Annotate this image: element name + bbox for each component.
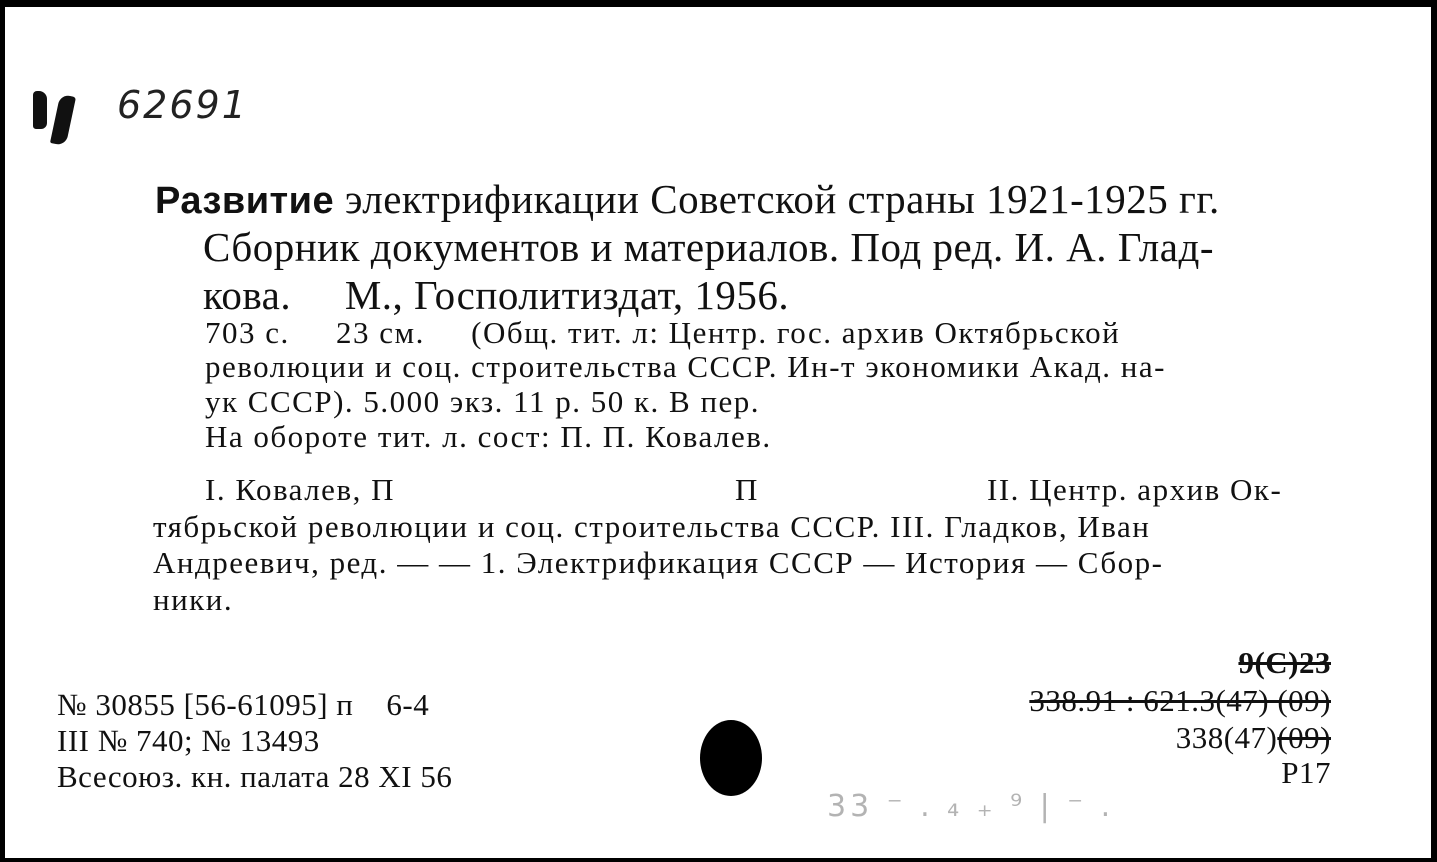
title-rest: электрификации Советской страны 1921-1925 гг. <box>334 176 1220 222</box>
classification-crossed-2: 338.91 : 621.3(47) (09) <box>1029 683 1331 718</box>
description-line-1: 703 с. 23 см. (Общ. тит. л: Центр. гос. архив Октябрьской <box>205 315 1121 350</box>
tracing-line-1c: II. Центр. архив Ок- <box>987 472 1283 507</box>
title-line-3: кова. М., Госполитиздат, 1956. <box>203 272 790 318</box>
tracing-line-2: тябрьской революции и соц. строительства СССР. III. Гладков, Иван <box>153 509 1151 544</box>
description-line-2: революции и соц. строительства СССР. Ин-т экономики Акад. на- <box>205 349 1166 384</box>
classification-code-crossed: (09) <box>1277 720 1331 755</box>
handwritten-number: 62691 <box>117 83 248 127</box>
faded-stamp: 33 ⁻ . ₄ ₊ ⁹ | ⁻ . <box>827 789 1115 824</box>
punch-mark-2 <box>50 94 76 146</box>
footer-line-3: Всесоюз. кн. палата 28 XI 56 <box>57 759 453 794</box>
tracing-line-1b: П <box>735 472 759 507</box>
title-line-2: Сборник документов и материалов. Под ред. И. А. Глад- <box>203 224 1214 270</box>
tracing-line-3: Андреевич, ред. — — 1. Электрификация СССР — История — Сбор- <box>153 545 1164 580</box>
tracing-line-4: ники. <box>153 582 234 617</box>
classification-code: 338(47) <box>1175 720 1278 755</box>
footer-line-1: № 30855 [56-61095] п 6-4 <box>57 687 430 722</box>
classification-line-4: Р17 <box>1281 755 1331 790</box>
classification-line-3 <box>1176 720 1331 756</box>
title-bold: Развитие <box>155 180 335 222</box>
description-line-4: На обороте тит. л. сост: П. П. Ковалев. <box>205 419 772 454</box>
tracing-line-1a: I. Ковалев, П <box>205 472 395 507</box>
punch-mark <box>33 91 47 129</box>
classification-crossed-1: 9(С)23 <box>1238 645 1331 680</box>
footer-line-2: III № 740; № 13493 <box>57 723 320 758</box>
title-line-1 <box>155 175 1220 223</box>
ink-blot <box>700 720 762 796</box>
description-line-3: ук СССР). 5.000 экз. 11 р. 50 к. В пер. <box>205 384 761 419</box>
